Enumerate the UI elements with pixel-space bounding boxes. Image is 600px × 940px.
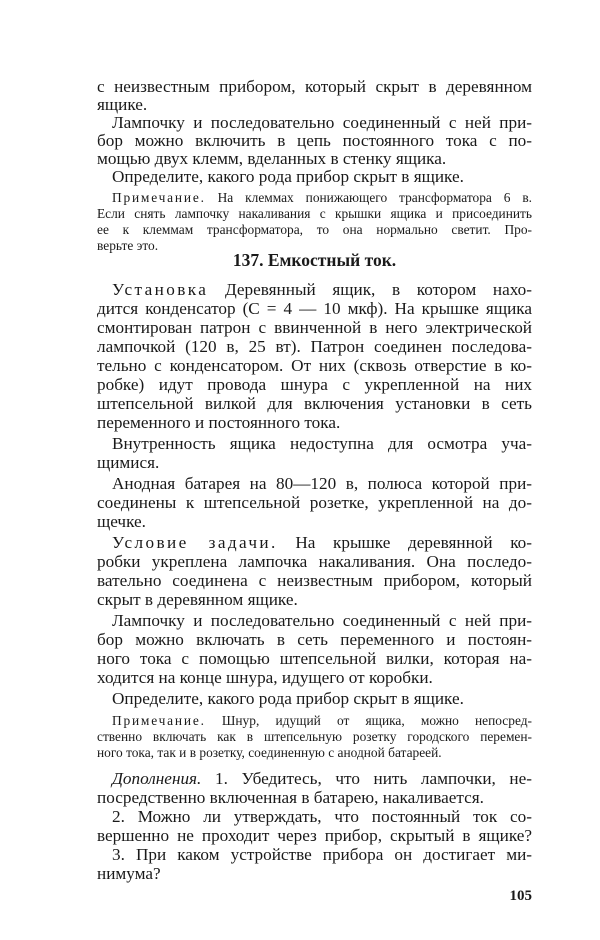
text-line: робке) идут провода шнура с укрепленной на них	[97, 375, 532, 394]
section-title: 137. Емкостный ток.	[232, 250, 397, 270]
setup-text: Деревянный ящик, в котором нахо-	[208, 280, 532, 299]
additions-label: Дополнения.	[112, 769, 202, 788]
note-line: верьте это.	[97, 238, 159, 253]
text-line: щимися.	[97, 453, 160, 472]
text-line	[112, 769, 532, 789]
note-line	[112, 189, 532, 206]
text-line: ходится на конце шнура, идущего от коробки.	[97, 668, 433, 687]
setup-label: Установка	[112, 280, 209, 299]
text-line: смонтирован патрон с ввинченной в него электрической	[97, 318, 532, 337]
text-line: Лампочку и последовательно соединенный с ней при-	[112, 113, 532, 132]
text-line: соединены к штепсельной розетке, укрепленной на до-	[97, 493, 532, 512]
note-text: Шнур, идущий от ящика, можно непосред-	[205, 713, 532, 728]
text-line: ящике.	[97, 95, 148, 114]
note-line: ее к клеммам трансформатора, то она нормально светит. Про-	[97, 222, 532, 237]
text-line: переменного и постоянного тока.	[97, 413, 341, 432]
text-line: вательно соединена с неизвестным прибором, который	[97, 571, 532, 590]
condition-text: На крышке деревянной ко-	[277, 533, 532, 552]
text-line: вершенно не проходит через прибор, скрытый в ящике?	[97, 826, 532, 845]
text-line	[112, 533, 532, 553]
text-line: ного тока с помощью штепсельной вилки, которая на-	[97, 649, 532, 668]
text-line: тельно с конденсатором. От них (сквозь отверстие в ко-	[97, 356, 532, 375]
text-line: бор можно включить в цепь постоянного тока с по-	[97, 131, 532, 150]
text-line: 3. При каком устройстве прибора он достигает ми-	[112, 845, 532, 864]
text-line: бор можно включать в сеть переменного и постоян-	[97, 630, 532, 649]
page-number: 105	[509, 888, 532, 904]
text-line: дится конденсатор (С = 4 — 10 мкф). На крышке ящика	[97, 299, 532, 318]
note-text: На клеммах понижающего трансформатора 6 в.	[205, 190, 532, 205]
text-line: с неизвестным прибором, который скрыт в деревянном	[97, 77, 532, 96]
text-line: робки укреплена лампочка накаливания. Она последо-	[97, 552, 532, 571]
note-label: Примечание.	[112, 713, 206, 728]
text-line: Внутренность ящика недоступна для осмотра уча-	[112, 434, 532, 453]
text-line	[112, 280, 532, 300]
note-label: Примечание.	[112, 190, 206, 205]
text-line: скрыт в деревянном ящике.	[97, 590, 298, 609]
note-line: ного тока, так и в розетку, соединенную с анодной батареей.	[97, 745, 442, 760]
text-line: Анодная батарея на 80—120 в, полюса которой при-	[112, 474, 532, 493]
text-line: 2. Можно ли утверждать, что постоянный ток со-	[112, 807, 532, 826]
text-line: Определите, какого рода прибор скрыт в ящике.	[112, 167, 464, 186]
text-line: щечке.	[97, 512, 146, 531]
text-line: Определите, какого рода прибор скрыт в ящике.	[112, 689, 464, 708]
additions-text: 1. Убедитесь, что нить лампочки, не-	[201, 769, 532, 788]
note-line	[112, 712, 532, 729]
note-line: Если снять лампочку накаливания с крышки ящика и присоединить	[97, 206, 532, 221]
text-line: нимума?	[97, 864, 161, 883]
text-line: штепсельной вилкой для включения установки в сеть	[97, 394, 532, 413]
note-line: ственно включать как в штепсельную розетку городского перемен-	[97, 729, 532, 744]
text-line: посредственно включенная в батарею, накаливается.	[97, 788, 484, 807]
condition-label: Условие задачи.	[112, 533, 278, 552]
text-line: мощью двух клемм, вделанных в стенку ящика.	[97, 149, 447, 168]
text-line: Лампочку и последовательно соединенный с ней при-	[112, 611, 532, 630]
text-line: лампочкой (120 в, 25 вт). Патрон соединен последова-	[97, 337, 532, 356]
